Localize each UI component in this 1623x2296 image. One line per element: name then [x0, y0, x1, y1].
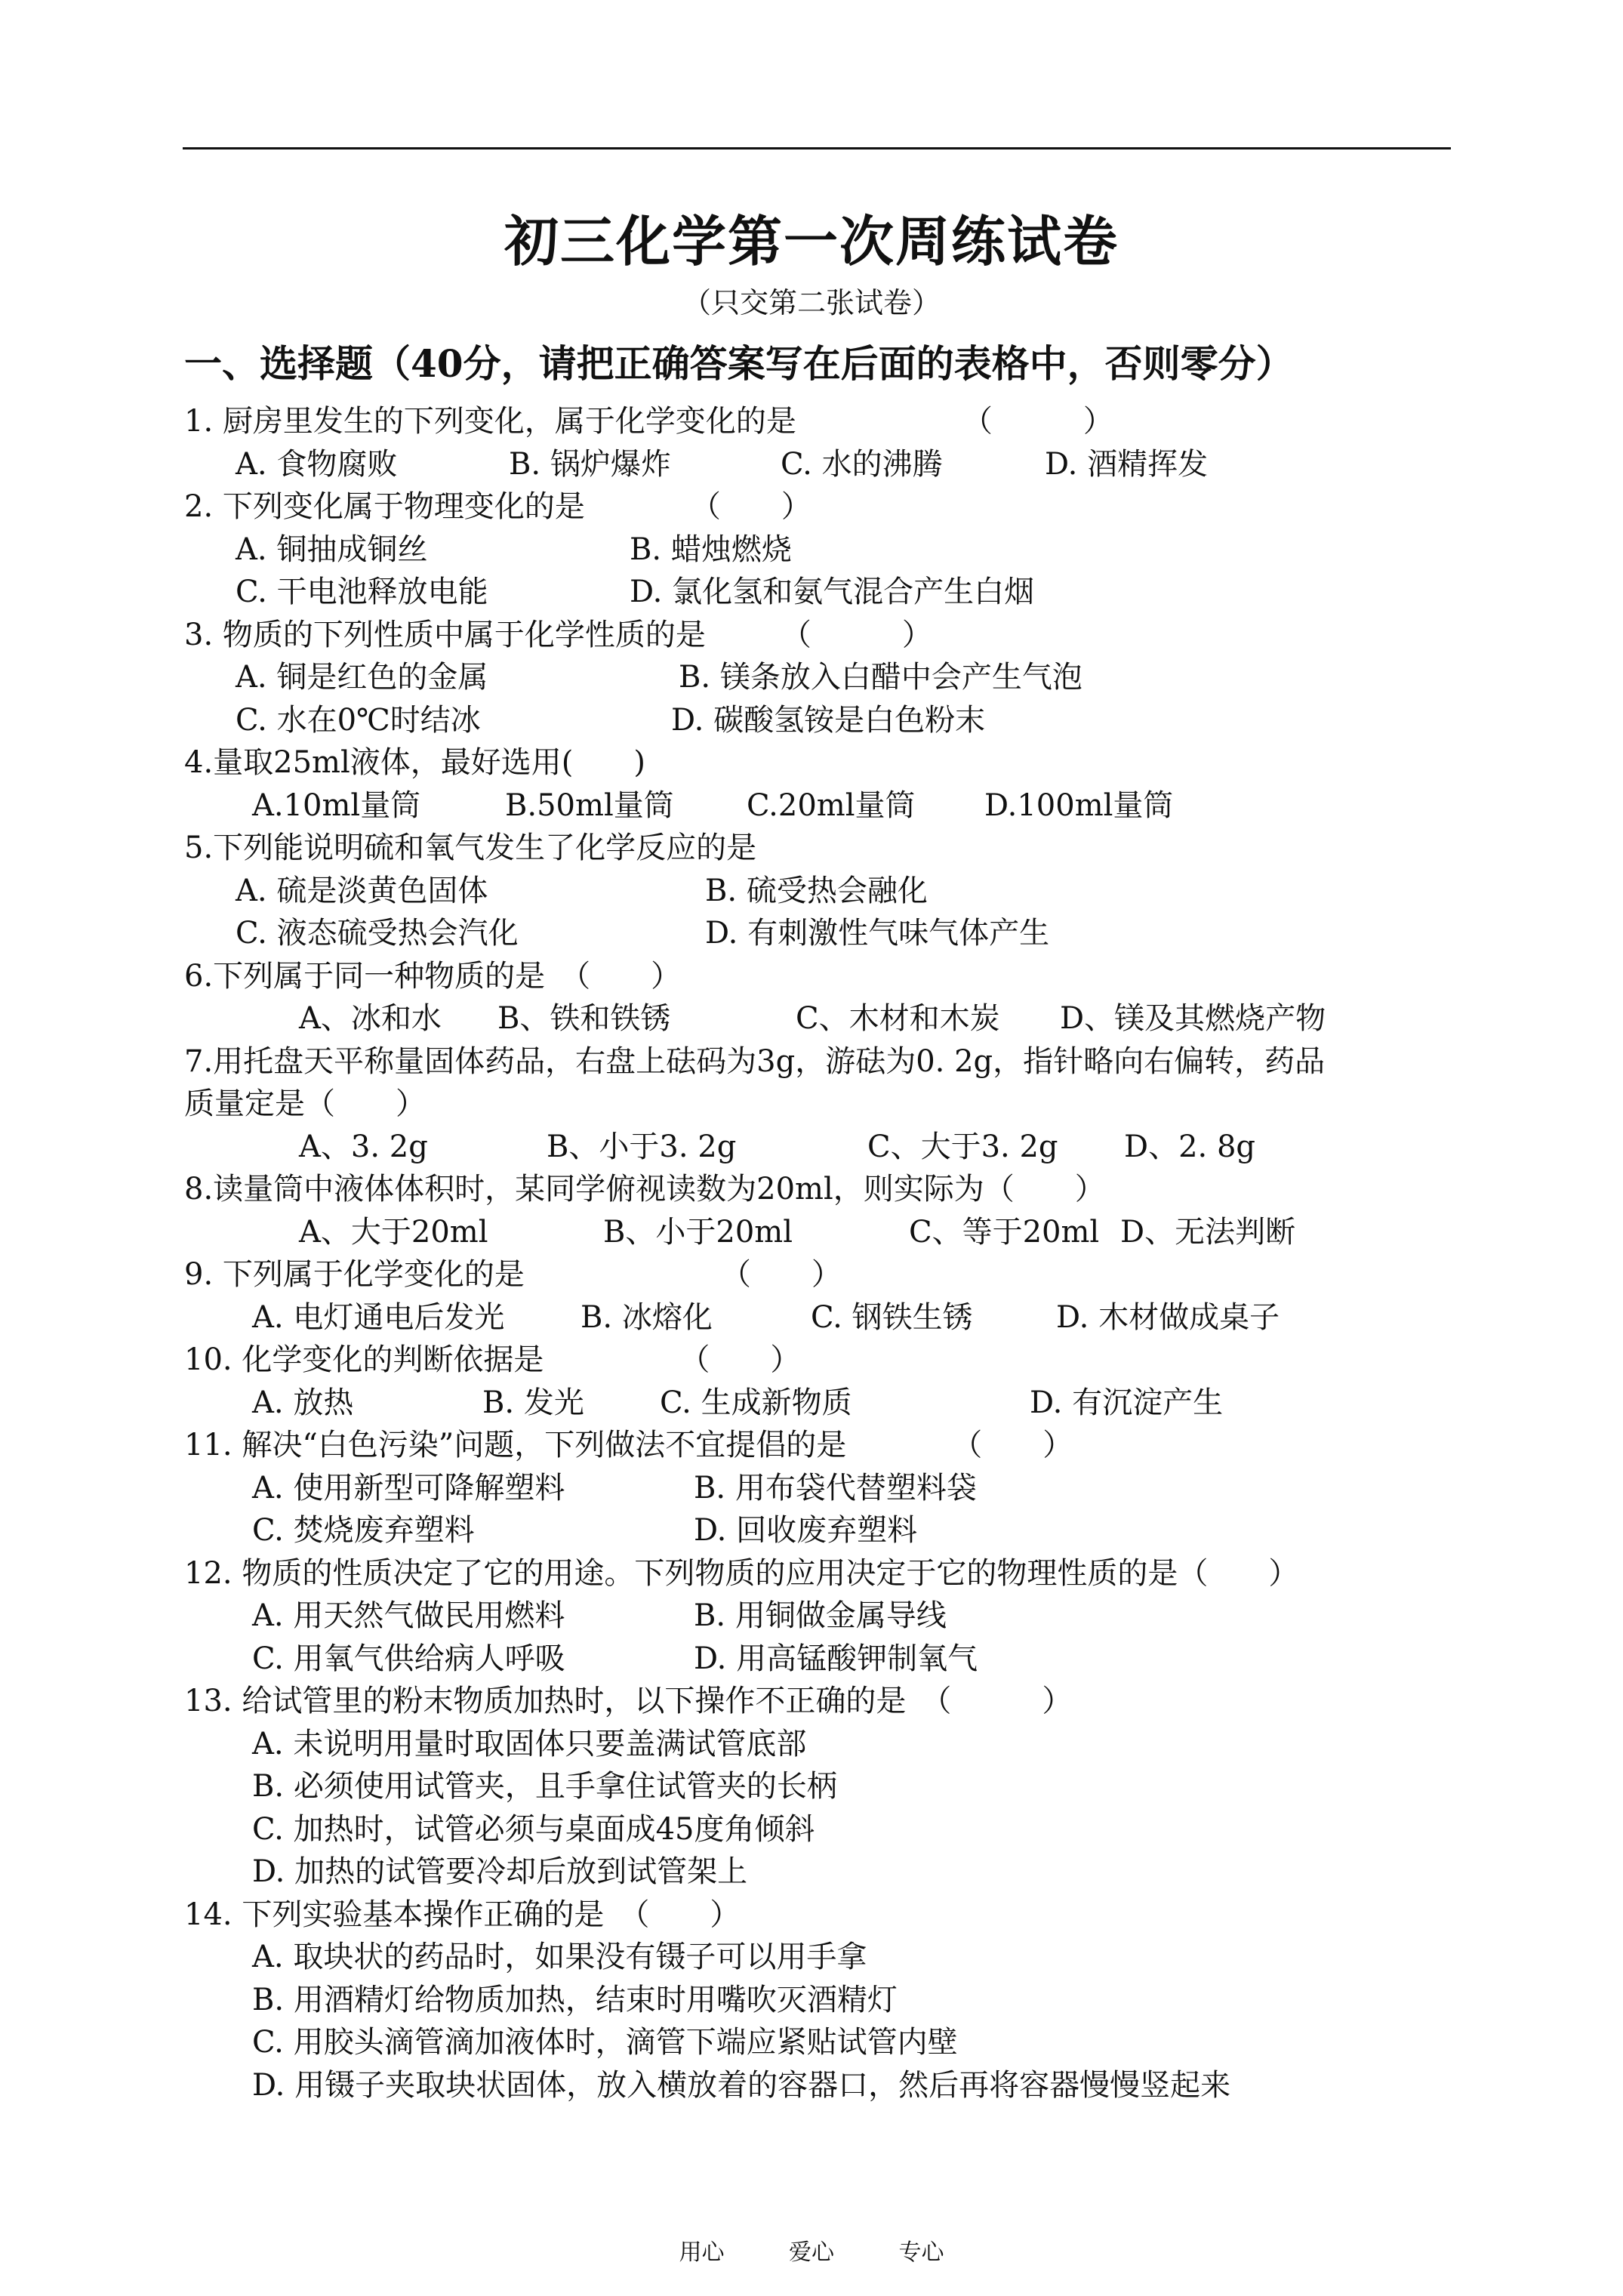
option-d: D. 氯化氢和氨气混合产生白烟 — [630, 575, 1035, 609]
question-9-stem: 9. 下列属于化学变化的是 （ ） — [184, 1257, 842, 1292]
option-c: C. 液态硫受热会汽化 — [236, 916, 519, 951]
option-c: C.20ml量筒 — [747, 787, 916, 823]
option-c: C、木材和木炭 — [796, 1001, 1000, 1036]
section-heading: 一、选择题（40分，请把正确答案写在后面的表格中，否则零分） — [184, 341, 1294, 386]
question-7-stem-cont: 质量定是（ ） — [184, 1086, 426, 1121]
question-1-options — [184, 443, 1452, 486]
page-footer — [0, 2233, 1623, 2267]
option-c: C. 钢铁生锈 — [811, 1299, 973, 1335]
option-c: C. 水在0℃时结冰 — [236, 702, 481, 738]
option-b: B、小于3. 2g — [547, 1129, 737, 1164]
question-4-stem: 4.量取25ml液体，最好选用( ) — [184, 745, 645, 780]
option-a: A. 硫是淡黄色固体 — [236, 873, 488, 908]
question-2-stem: 2. 下列变化属于物理变化的是 （ ） — [184, 489, 812, 524]
option-a: A、大于20ml — [299, 1214, 488, 1250]
option-d: D. 回收废弃塑料 — [694, 1513, 918, 1548]
option-d: D、无法判断 — [1120, 1214, 1296, 1250]
option-b: B. 必须使用试管夹，且手拿住试管夹的长柄 — [252, 1769, 837, 1804]
option-d: D、镁及其燃烧产物 — [1060, 1001, 1326, 1036]
question-5-options-row2 — [184, 912, 1452, 955]
option-d: D. 酒精挥发 — [1045, 446, 1209, 482]
option-b: B. 用酒精灯给物质加热，结束时用嘴吹灭酒精灯 — [252, 1982, 898, 2017]
question-3-options-row2 — [184, 699, 1452, 742]
option-d: D. 用镊子夹取块状固体，放入横放着的容器口，然后再将容器慢慢竖起来 — [252, 2067, 1231, 2103]
option-c: C. 用胶头滴管滴加液体时，滴管下端应紧贴试管内壁 — [252, 2025, 958, 2060]
option-d: D. 碳酸氢铵是白色粉末 — [671, 702, 986, 738]
option-c: C. 生成新物质 — [660, 1385, 852, 1420]
option-a: A. 放热 — [252, 1385, 354, 1420]
option-c: C、大于3. 2g — [867, 1129, 1058, 1164]
question-2-options-row2 — [184, 571, 1452, 614]
question-8-stem: 8.读量筒中液体体积时，某同学俯视读数为20ml，则实际为（ ） — [184, 1172, 1105, 1207]
question-1-stem: 1. 厨房里发生的下列变化，属于化学变化的是 （ ） — [184, 404, 1113, 439]
question-12-options-row1 — [184, 1595, 1452, 1638]
question-13-stem: 13. 给试管里的粉末物质加热时，以下操作不正确的是 （ ） — [184, 1684, 1073, 1718]
option-d: D. 有沉淀产生 — [1030, 1385, 1224, 1420]
option-a: A.10ml量筒 — [252, 787, 421, 823]
option-b: B. 锅炉爆炸 — [509, 446, 671, 482]
question-2-options-row1 — [184, 529, 1452, 572]
option-b: B. 蜡烛燃烧 — [630, 532, 792, 567]
question-14-stem: 14. 下列实验基本操作正确的是 （ ） — [184, 1897, 741, 1932]
question-11-stem: 11. 解决“白色污染”问题，下列做法不宜提倡的是 （ ） — [184, 1428, 1073, 1462]
footer-text-left: 用心 — [679, 2239, 725, 2266]
option-d: D.100ml量筒 — [984, 787, 1174, 823]
footer-text-right: 专心 — [898, 2239, 944, 2266]
option-b: B. 用布袋代替塑料袋 — [694, 1470, 977, 1505]
option-c: C. 水的沸腾 — [781, 446, 943, 482]
page-title: 初三化学第一次周练试卷 — [504, 209, 1119, 273]
option-a: A. 取块状的药品时，如果没有镊子可以用手拿 — [252, 1940, 867, 1974]
option-b: B. 发光 — [482, 1385, 584, 1420]
question-11-options-row2 — [184, 1509, 1452, 1552]
question-7-options — [184, 1126, 1452, 1169]
option-a: A. 铜抽成铜丝 — [236, 532, 428, 567]
option-a: A. 用天然气做民用燃料 — [252, 1598, 565, 1633]
option-a: A、3. 2g — [299, 1129, 428, 1164]
option-a: A. 电灯通电后发光 — [252, 1299, 505, 1335]
option-b: B、小于20ml — [603, 1214, 793, 1250]
question-list — [184, 400, 1452, 2106]
footer-text-middle: 爱心 — [789, 2239, 834, 2266]
option-b: B、铁和铁锈 — [497, 1001, 671, 1036]
page-subtitle: （只交第二张试卷） — [682, 286, 941, 319]
question-8-options — [184, 1211, 1452, 1254]
question-6-stem: 6.下列属于同一种物质的是 （ ） — [184, 958, 682, 994]
option-c: C. 干电池释放电能 — [236, 575, 488, 609]
question-10-stem: 10. 化学变化的判断依据是 （ ） — [184, 1342, 801, 1377]
option-b: B. 硫受热会融化 — [705, 873, 928, 908]
question-5-options-row1 — [184, 870, 1452, 913]
option-b: B. 镁条放入白醋中会产生气泡 — [679, 660, 1083, 695]
option-d: D. 加热的试管要冷却后放到试管架上 — [252, 1854, 748, 1889]
question-12-options-row2 — [184, 1638, 1452, 1681]
option-a: A. 使用新型可降解塑料 — [252, 1470, 565, 1505]
option-a: A. 铜是红色的金属 — [236, 660, 488, 695]
option-c: C. 焚烧废弃塑料 — [252, 1513, 475, 1548]
option-c: C、等于20ml — [909, 1214, 1100, 1250]
option-d: D. 用高锰酸钾制氧气 — [694, 1641, 978, 1676]
option-c: C. 用氧气供给病人呼吸 — [252, 1641, 565, 1676]
question-9-options — [184, 1296, 1452, 1339]
option-a: A. 未说明用量时取固体只要盖满试管底部 — [252, 1726, 807, 1761]
option-b: B. 用铜做金属导线 — [694, 1598, 947, 1633]
option-a: A. 食物腐败 — [236, 446, 398, 482]
question-12-stem: 12. 物质的性质决定了它的用途。下列物质的应用决定于它的物理性质的是（ ） — [184, 1555, 1299, 1591]
option-d: D. 有刺激性气味气体产生 — [705, 916, 1050, 951]
question-6-options — [184, 997, 1452, 1040]
question-3-options-row1 — [184, 656, 1452, 699]
question-10-options — [184, 1382, 1452, 1425]
option-d: D. 木材做成桌子 — [1056, 1299, 1280, 1335]
question-4-options — [184, 784, 1452, 827]
option-b: B. 冰熔化 — [581, 1299, 713, 1335]
option-b: B.50ml量筒 — [505, 787, 674, 823]
top-rule — [183, 147, 1451, 149]
question-11-options-row1 — [184, 1467, 1452, 1510]
question-5-stem: 5.下列能说明硫和氧气发生了化学反应的是 — [184, 831, 757, 865]
question-3-stem: 3. 物质的下列性质中属于化学性质的是 （ ） — [184, 617, 932, 652]
option-d: D、2. 8g — [1124, 1129, 1256, 1164]
option-c: C. 加热时，试管必须与桌面成45度角倾斜 — [252, 1811, 815, 1847]
option-a: A、冰和水 — [299, 1001, 442, 1036]
question-7-stem: 7.用托盘天平称量固体药品，右盘上砝码为3g，游砝为0. 2g，指针略向右偏转，药品 — [184, 1043, 1326, 1079]
